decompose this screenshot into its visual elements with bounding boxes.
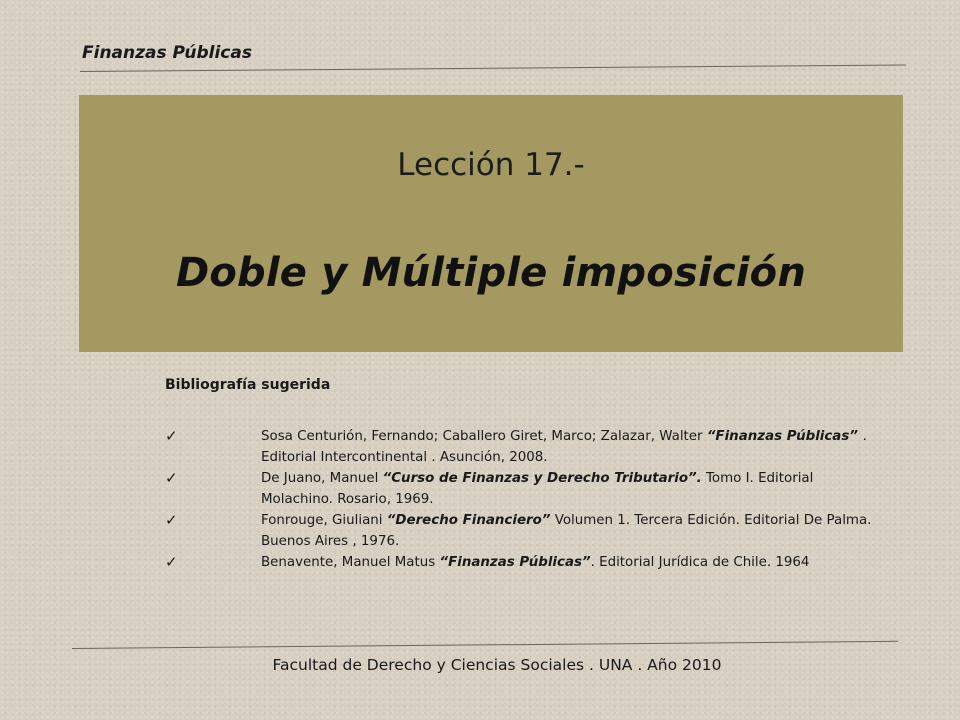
- bibliography-item: [165, 552, 885, 573]
- header-title: Finanzas Públicas: [82, 43, 252, 63]
- reference-authors: De Juano, Manuel: [261, 471, 383, 486]
- top-divider: [80, 65, 906, 72]
- checkmark-icon: ✓: [165, 511, 178, 529]
- footer-text: Facultad de Derecho y Ciencias Sociales . UNA . Año 2010: [272, 656, 722, 674]
- lesson-number: Lección 17.-: [397, 147, 585, 183]
- reference-title: “Finanzas Públicas”: [706, 429, 863, 444]
- title-box: [79, 95, 903, 352]
- reference-authors: Sosa Centurión, Fernando; Caballero Giret, Marco; Zalazar, Walter: [261, 429, 707, 444]
- bibliography-item: [165, 468, 885, 510]
- checkmark-icon: ✓: [165, 469, 178, 487]
- reference-details: Tomo I. Editorial Molachino. Rosario, 1969.: [261, 471, 814, 507]
- bibliography-heading: Bibliografía sugerida: [165, 377, 331, 393]
- reference-details: . Editorial Jurídica de Chile. 1964: [590, 555, 810, 570]
- bibliography-item: [165, 426, 885, 468]
- reference-title: “Finanzas Públicas”: [439, 555, 591, 570]
- reference-title: “Curso de Finanzas y Derecho Tributario”.: [382, 471, 702, 486]
- checkmark-icon: ✓: [165, 427, 178, 445]
- reference-details: Volumen 1. Tercera Edición. Editorial De Palma. Buenos Aires , 1976.: [261, 513, 872, 549]
- bibliography-item: [165, 510, 885, 552]
- bottom-divider: [72, 641, 898, 649]
- bibliography-list: [165, 426, 885, 573]
- reference-authors: Fonrouge, Giuliani: [261, 513, 387, 528]
- reference-authors: Benavente, Manuel Matus: [261, 555, 440, 570]
- checkmark-icon: ✓: [165, 553, 178, 571]
- reference-details: . Editorial Intercontinental . Asunción, 2008.: [261, 429, 867, 465]
- slide-title: Doble y Múltiple imposición: [175, 250, 807, 296]
- reference-title: “Derecho Financiero”: [386, 513, 551, 528]
